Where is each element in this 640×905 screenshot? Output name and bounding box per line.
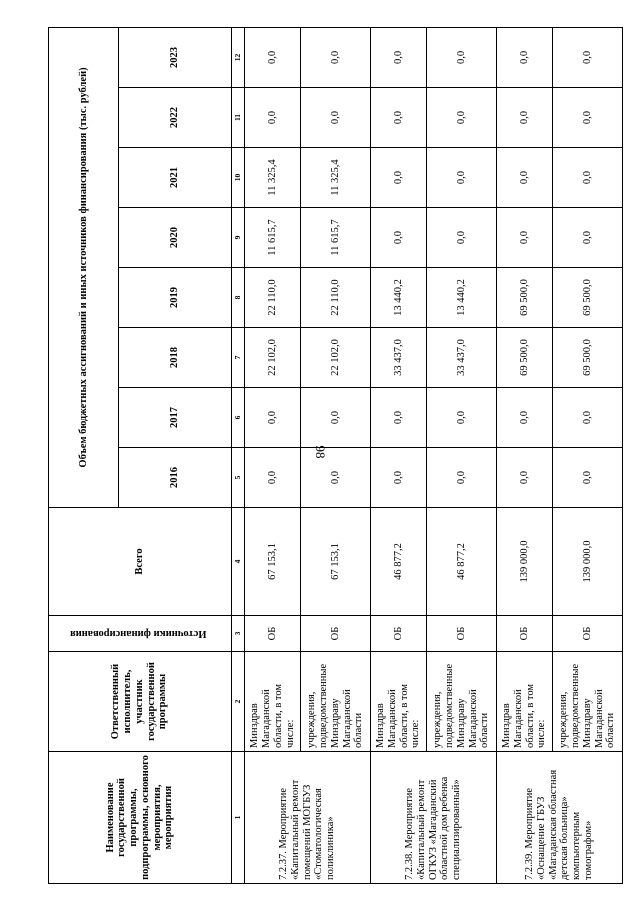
year-value-cell: 22 110,0 <box>301 268 371 328</box>
year-value-cell: 33 437,0 <box>371 328 427 388</box>
year-value-cell: 11 615,7 <box>245 208 301 268</box>
source-cell: ОБ <box>553 616 623 652</box>
year-value-cell: 33 437,0 <box>427 328 497 388</box>
column-number: 8 <box>231 268 245 328</box>
year-value-cell: 0,0 <box>301 27 371 87</box>
year-value-cell: 0,0 <box>245 448 301 508</box>
year-value-cell: 0,0 <box>496 388 552 448</box>
year-value-cell: 0,0 <box>553 208 623 268</box>
executor-cell: учреждения, подведомственные Минздраву Магаданской области <box>427 652 497 752</box>
executor-cell: учреждения, подведомственные Минздраву Магаданской области <box>553 652 623 752</box>
year-value-cell: 11 325,4 <box>245 148 301 208</box>
total-cell: 139 000,0 <box>553 508 623 616</box>
header-funding-source-text: Источники финансирования <box>69 628 207 640</box>
source-cell: ОБ <box>496 616 552 652</box>
header-row-1 <box>49 27 119 883</box>
event-name: 7.2.39. Мероприятие «Оснащение ГБУЗ «Магаданская областная детская больница» компьютерным томографом» <box>496 752 622 884</box>
column-numbers-row <box>231 27 245 883</box>
year-value-cell: 22 110,0 <box>245 268 301 328</box>
column-number: 11 <box>231 88 245 148</box>
year-value-cell: 0,0 <box>245 88 301 148</box>
year-value-cell: 0,0 <box>301 388 371 448</box>
executor-cell: Минздрав Магаданской области, в том числе: <box>496 652 552 752</box>
year-value-cell: 0,0 <box>427 448 497 508</box>
year-value-cell: 0,0 <box>371 88 427 148</box>
year-value-cell: 0,0 <box>553 148 623 208</box>
year-value-cell: 11 325,4 <box>301 148 371 208</box>
event-name: 7.2.37. Мероприятие «Капитальный ремонт помещений МОГБУЗ «Стоматологическая поликлиника» <box>245 752 371 884</box>
source-cell: ОБ <box>371 616 427 652</box>
table-row <box>496 27 552 883</box>
year-value-cell: 0,0 <box>301 88 371 148</box>
year-value-cell: 0,0 <box>371 208 427 268</box>
executor-cell: учреждения, подведомственные Минздраву Магаданской области <box>301 652 371 752</box>
year-value-cell: 69 500,0 <box>496 328 552 388</box>
year-value-cell: 0,0 <box>427 388 497 448</box>
year-value-cell: 0,0 <box>553 88 623 148</box>
year-value-cell: 22 102,0 <box>245 328 301 388</box>
year-value-cell: 0,0 <box>427 88 497 148</box>
year-value-cell: 69 500,0 <box>553 268 623 328</box>
header-year: 2018 <box>118 328 231 388</box>
year-value-cell: 0,0 <box>553 27 623 87</box>
table-row <box>245 27 301 883</box>
column-number: 12 <box>231 27 245 87</box>
year-value-cell: 0,0 <box>427 27 497 87</box>
source-cell: ОБ <box>427 616 497 652</box>
year-value-cell: 0,0 <box>496 27 552 87</box>
rotated-table-area <box>48 28 623 884</box>
table-body <box>49 27 623 883</box>
header-year: 2020 <box>118 208 231 268</box>
year-value-cell: 11 615,7 <box>301 208 371 268</box>
year-value-cell: 0,0 <box>496 88 552 148</box>
header-program-name: Наименование государственной программы, подпрограммы, основного мероприятия, мероприятия <box>49 752 232 884</box>
total-cell: 46 877,2 <box>371 508 427 616</box>
column-number: 6 <box>231 388 245 448</box>
total-cell: 67 153,1 <box>245 508 301 616</box>
year-value-cell: 22 102,0 <box>301 328 371 388</box>
year-value-cell: 13 440,2 <box>371 268 427 328</box>
table-sheet <box>48 28 623 884</box>
column-number: 1 <box>231 752 245 884</box>
column-number: 10 <box>231 148 245 208</box>
header-year: 2017 <box>118 388 231 448</box>
column-number: 4 <box>231 508 245 616</box>
header-year: 2021 <box>118 148 231 208</box>
header-year: 2016 <box>118 448 231 508</box>
source-cell: ОБ <box>301 616 371 652</box>
year-value-cell: 0,0 <box>427 148 497 208</box>
header-year: 2023 <box>118 27 231 87</box>
year-value-cell: 69 500,0 <box>496 268 552 328</box>
year-value-cell: 0,0 <box>371 27 427 87</box>
year-value-cell: 69 500,0 <box>553 328 623 388</box>
year-value-cell: 0,0 <box>371 148 427 208</box>
year-value-cell: 0,0 <box>301 448 371 508</box>
year-value-cell: 0,0 <box>496 208 552 268</box>
year-value-cell: 0,0 <box>553 448 623 508</box>
header-funding-source <box>49 616 232 652</box>
total-cell: 139 000,0 <box>496 508 552 616</box>
year-value-cell: 0,0 <box>496 148 552 208</box>
year-value-cell: 0,0 <box>245 27 301 87</box>
header-executor: Ответственный исполнитель, участник государственной программы <box>49 652 232 752</box>
column-number: 5 <box>231 448 245 508</box>
year-value-cell: 0,0 <box>245 388 301 448</box>
year-value-cell: 0,0 <box>371 448 427 508</box>
total-cell: 46 877,2 <box>427 508 497 616</box>
column-number: 2 <box>231 652 245 752</box>
page-number: 98 <box>313 445 328 459</box>
year-value-cell: 0,0 <box>427 208 497 268</box>
header-year: 2022 <box>118 88 231 148</box>
header-financing-group: Объем бюджетных ассигнований и иных источников финансирования (тыс. рублей) <box>49 27 119 507</box>
year-value-cell: 0,0 <box>496 448 552 508</box>
header-year: 2019 <box>118 268 231 328</box>
financing-table <box>48 27 623 884</box>
year-value-cell: 13 440,2 <box>427 268 497 328</box>
column-number: 9 <box>231 208 245 268</box>
source-cell: ОБ <box>245 616 301 652</box>
column-number: 3 <box>231 616 245 652</box>
event-name: 7.2.38. Мероприятие «Капитальный ремонт ОГКУЗ «Магаданский областной дом ребенка специализированный» <box>371 752 497 884</box>
executor-cell: Минздрав Магаданской области, в том числе: <box>371 652 427 752</box>
column-number: 7 <box>231 328 245 388</box>
executor-cell: Минздрав Магаданской области, в том числе: <box>245 652 301 752</box>
table-row <box>371 27 427 883</box>
header-total: Всего <box>49 508 232 616</box>
year-value-cell: 0,0 <box>371 388 427 448</box>
total-cell: 67 153,1 <box>301 508 371 616</box>
year-value-cell: 0,0 <box>553 388 623 448</box>
